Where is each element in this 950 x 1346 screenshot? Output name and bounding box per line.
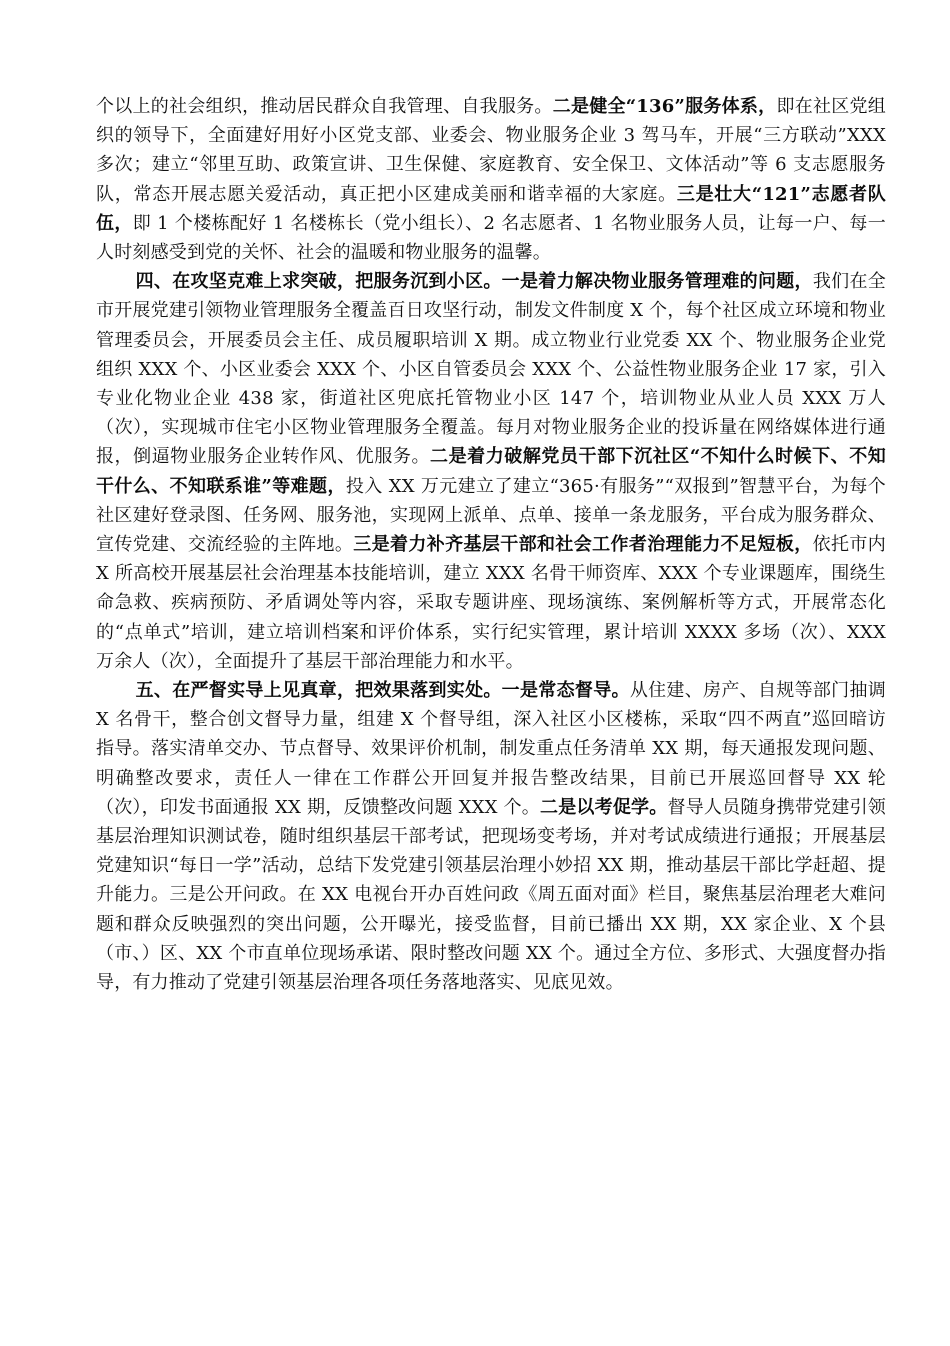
paragraph-1-text-1: 个以上的社会组织，推动居民群众自我管理、自我服务。 [96, 96, 553, 117]
document-page [96, 92, 886, 997]
paragraph-1-text-3: 即 1 个楼栋配好 1 名楼栋长（党小组长）、2 名志愿者、1 名物业服务人员，让每一户、每一人时刻感受到党的关怀、社会的温暖和物业服务的温馨。 [96, 212, 886, 264]
paragraph-1 [96, 92, 886, 267]
paragraph-2-text-1: 我们在全市开展党建引领物业管理服务全覆盖百日攻坚行动，制发文件制度 X 个，每个社区成立环境和物业管理委员会，开展委员会主任、成员履职培训 X 期。成立物业行业党委 XX 个、物业服务企业党组织 XXX 个、小区业委会 XXX 个、小区自管委员会 XXX 个、公益性物业服务企业 17 家，引入专业化物业企业 438 家，街道社区兜底托管物业小区 147 个，培训物业从业人员 XXX 万人（次），实现城市住宅小区物业管理服务全覆盖。每月对物业服务企业的投诉量在网络媒体进行通报，倒逼物业服务企业转作风、优服务。 [96, 271, 886, 468]
paragraph-2-bold-1: 二是着力破解党员干部下沉社区“不知什么时候下、不知干什么、不知联系谁”等难题， [96, 446, 886, 497]
paragraph-1-bold-1: 二是健全“136”服务体系， [552, 96, 777, 117]
paragraph-3 [96, 676, 886, 997]
paragraph-3-heading: 五、在严督实导上见真章，把效果落到实处。一是常态督导。 [135, 680, 630, 702]
paragraph-2 [96, 267, 886, 676]
paragraph-3-text-2: 督导人员随身携带党建引领基层治理知识测试卷，随时组织基层干部考试，把现场变考场，并对考试成绩进行通报；开展基层党建知识“每日一学”活动，总结下发党建引领基层治理小妙招 XX 期，推动基层干部比学赶超、提升能力。三是公开问政。在 XX 电视台开办百姓问政《周五面对面》栏目，聚焦基层治理老大难问题和群众反映强烈的突出问题，公开曝光，接受监督，目前已播出 XX 期，XX 家企业、X 个县（市、）区、XX 个市直单位现场承诺、限时整改问题 XX 个。通过全方位、多形式、大强度督办指导，有力推动了党建引领基层治理各项任务落地落实、见底见效。 [96, 796, 886, 994]
paragraph-2-bold-2: 三是着力补齐基层干部和社会工作者治理能力不足短板， [353, 534, 813, 556]
paragraph-1-bold-2: 三是壮大“121”志愿者队伍， [96, 183, 886, 234]
paragraph-1-text-2: 即在社区党组织的领导下，全面建好用好小区党支部、业委会、物业服务企业 3 驾马车，开展“三方联动”XXX 多次；建立“邻里互助、政策宣讲、卫生保健、家庭教育、安全保卫、文体活动”等 6 支志愿服务队，常态开展志愿关爱活动，真正把小区建成美丽和谐幸福的大家庭。 [96, 96, 886, 205]
paragraph-3-bold-1: 二是以考促学。 [540, 796, 668, 818]
paragraph-2-text-3: 依托市内 X 所高校开展基层社会治理基本技能培训，建立 XXX 名骨干师资库、XXX 个专业课题库，围绕生命急救、疾病预防、矛盾调处等内容，采取专题讲座、现场演练、案例解析等方式，开展常态化的“点单式”培训，建立培训档案和评价体系，实行纪实管理，累计培训 XXXX 多场（次）、XXX 万余人（次），全面提升了基层干部治理能力和水平。 [96, 534, 886, 672]
paragraph-3-text-1: 从住建、房产、自规等部门抽调 X 名骨干，整合创文督导力量，组建 X 个督导组，深入社区小区楼栋，采取“四不两直”巡回暗访指导。落实清单交办、节点督导、效果评价机制，制发重点任务清单 XX 期，每天通报发现问题、明确整改要求，责任人一律在工作群公开回复并报告整改结果，目前已开展巡回督导 XX 轮（次），印发书面通报 XX 期，反馈整改问题 XXX 个。 [96, 680, 886, 818]
paragraph-2-text-2: 投入 XX 万元建立了建立“365·有服务”“双报到”智慧平台，为每个社区建好登录图、任务网、服务池，实现网上派单、点单、接单一条龙服务，平台成为服务群众、宣传党建、交流经验的主阵地。 [96, 475, 886, 556]
paragraph-2-heading: 四、在攻坚克难上求突破，把服务沉到小区。一是着力解决物业服务管理难的问题， [135, 271, 813, 293]
